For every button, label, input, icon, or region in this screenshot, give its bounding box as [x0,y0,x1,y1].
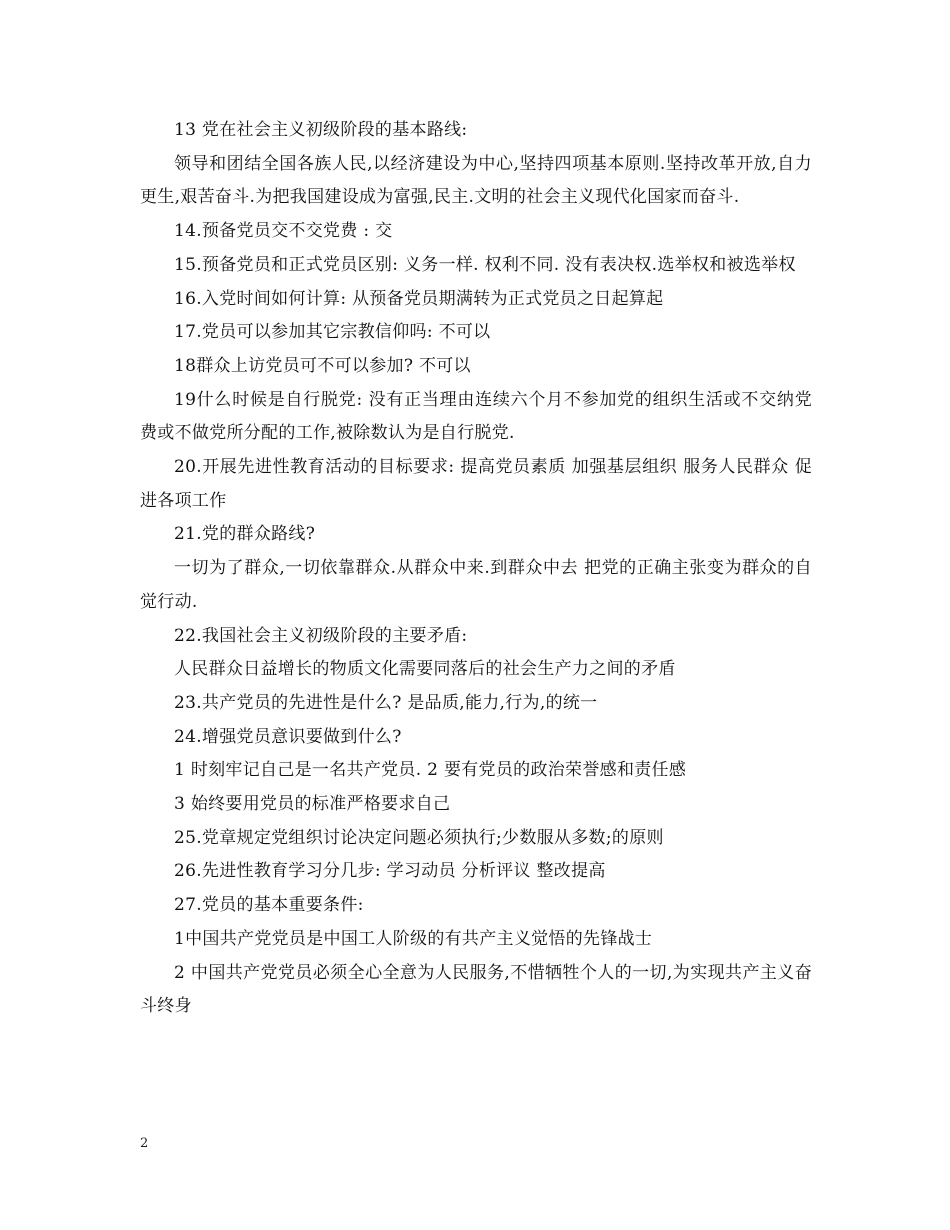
paragraph-9: 20.开展先进性教育活动的目标要求: 提高党员素质 加强基层组织 服务人民群众 促进各项工作 [140,457,812,511]
page-number: 2 [140,1136,149,1151]
paragraph-19: 26.先进性教育学习分几步: 学习动员 分析评议 整改提高 [174,861,606,882]
paragraph-17: 3 始终要用党员的标准严格要求自己 [174,794,451,815]
paragraph-7: 18群众上访党员可不可以参加? 不可以 [174,355,471,376]
paragraph-13: 人民群众日益增长的物质文化需要同落后的社会生产力之间的矛盾 [174,659,676,680]
paragraph-1: 13 党在社会主义初级阶段的基本路线: [174,120,468,140]
paragraph-20: 27.党员的基本重要条件: [174,895,364,916]
page-body [140,114,812,1024]
paragraph-14: 23.共产党员的先进性是什么? 是品质,能力,行为,的统一 [174,692,598,713]
paragraph-11: 一切为了群众,一切依靠群众.从群众中来.到群众中去 把党的正确主张变为群众的自觉行动. [140,558,812,612]
paragraph-21: 1中国共产党党员是中国工人阶级的有共产主义觉悟的先锋战士 [174,928,653,949]
paragraph-15: 24.增强党员意识要做到什么? [174,726,402,747]
paragraph-6: 17.党员可以参加其它宗教信仰吗: 不可以 [174,322,491,343]
paragraph-4: 15.预备党员和正式党员区别: 义务一样. 权利不同. 没有表决权.选举权和被选举权 [174,254,796,275]
paragraph-5: 16.入党时间如何计算: 从预备党员期满转为正式党员之日起算起 [174,288,664,309]
paragraph-10: 21.党的群众路线? [174,524,316,545]
paragraph-22: 2 中国共产党党员必须全心全意为人民服务,不惜牺牲个人的一切,为实现共产主义奋斗终身 [140,962,812,1017]
paragraph-18: 25.党章规定党组织讨论决定问题必须执行;少数服从多数;的原则 [174,827,664,848]
paragraph-16: 1 时刻牢记自己是一名共产党员. 2 要有党员的政治荣誉感和责任感 [174,760,687,781]
paragraph-3: 14.预备党员交不交党费 : 交 [174,221,393,242]
paragraph-2: 领导和团结全国各族人民,以经济建设为中心,坚持四项基本原则.坚持改革开放,自力更生,艰苦奋斗.为把我国建设成为富强,民主.文明的社会主义现代化国家而奋斗. [140,153,812,208]
paragraph-12: 22.我国社会主义初级阶段的主要矛盾: [174,625,468,646]
paragraph-8: 19什么时候是自行脱党: 没有正当理由连续六个月不参加党的组织生活或不交纳党费或不做党所分配的工作,被除数认为是自行脱党. [140,389,812,444]
